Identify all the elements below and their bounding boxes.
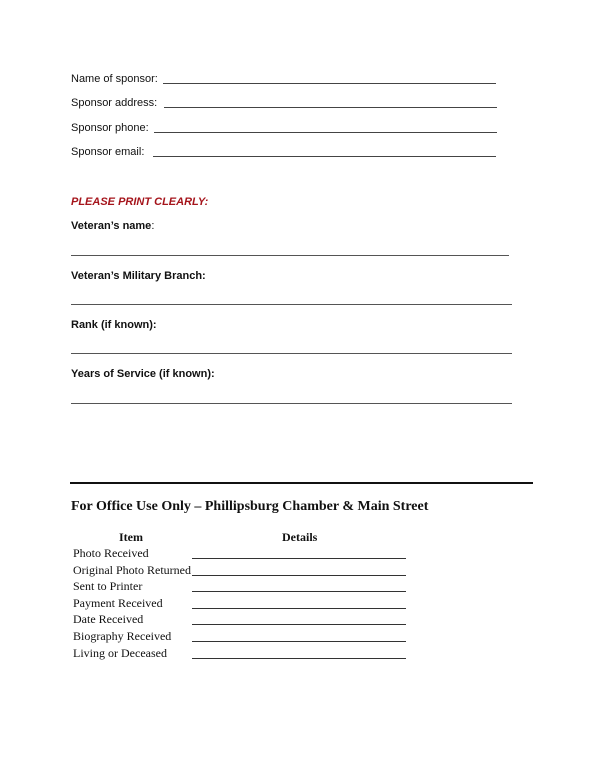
sponsor-address-label: Sponsor address: bbox=[71, 97, 158, 109]
office-detail-line[interactable] bbox=[192, 575, 406, 576]
sponsor-phone-field[interactable] bbox=[154, 132, 497, 133]
office-detail-line[interactable] bbox=[192, 624, 406, 625]
sponsor-email-label: Sponsor email: bbox=[71, 146, 145, 158]
veteran-name-label: Veteran’s name bbox=[71, 220, 152, 232]
office-item-photo-received: Photo Received bbox=[73, 546, 149, 560]
office-use-title: For Office Use Only – Phillipsburg Chamber & Main Street bbox=[71, 499, 429, 514]
column-header-details: Details bbox=[282, 530, 318, 544]
office-detail-line[interactable] bbox=[192, 641, 406, 642]
rank-field[interactable] bbox=[71, 353, 512, 354]
office-item-biography-received: Biography Received bbox=[73, 629, 172, 643]
years-of-service-label: Years of Service (if known): bbox=[71, 368, 215, 380]
office-item-payment-received: Payment Received bbox=[73, 596, 163, 610]
office-item-sent-to-printer: Sent to Printer bbox=[73, 579, 143, 593]
sponsor-name-label: Name of sponsor: bbox=[71, 73, 158, 85]
print-clearly-notice: PLEASE PRINT CLEARLY: bbox=[71, 196, 209, 208]
office-item-date-received: Date Received bbox=[73, 612, 144, 626]
office-detail-line[interactable] bbox=[192, 558, 406, 559]
office-item-living-or-deceased: Living or Deceased bbox=[73, 646, 167, 660]
office-item-original-photo-returned: Original Photo Returned bbox=[73, 563, 191, 577]
years-of-service-field[interactable] bbox=[71, 403, 512, 404]
sponsor-phone-label: Sponsor phone: bbox=[71, 122, 149, 134]
veteran-name-colon: : bbox=[151, 220, 155, 232]
military-branch-field[interactable] bbox=[71, 304, 512, 305]
veteran-name-heading bbox=[71, 220, 154, 232]
sponsor-email-field[interactable] bbox=[153, 156, 496, 157]
office-detail-line[interactable] bbox=[192, 591, 406, 592]
office-detail-line[interactable] bbox=[192, 658, 406, 659]
rank-label: Rank (if known): bbox=[71, 319, 157, 331]
sponsor-name-field[interactable] bbox=[163, 83, 496, 84]
office-detail-line[interactable] bbox=[192, 608, 406, 609]
column-header-item: Item bbox=[119, 530, 143, 544]
veteran-name-field[interactable] bbox=[71, 255, 509, 256]
military-branch-label: Veteran’s Military Branch: bbox=[71, 270, 206, 282]
section-divider bbox=[70, 482, 533, 484]
sponsor-address-field[interactable] bbox=[164, 107, 497, 108]
